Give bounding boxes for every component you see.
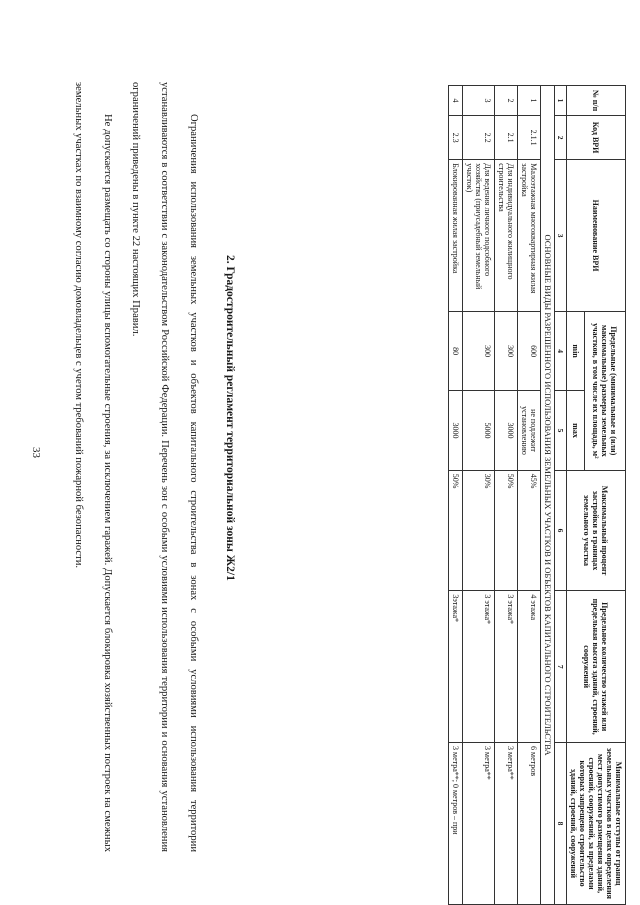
- paragraph-2-text: Ограничения использования земельных участков и объектов капитального строительства в зонах с особыми условиями использования территории устанавливаются в соответствии с законодательством Российской Федерации. Перечень зон с особыми условиями использования территории и основания установления ограничений приведены в пункте 22 настоящих Правил.: [130, 82, 199, 852]
- header-size: Предельные (минимальные и (или) максимальные) размеры земельных участков, в том числе их площадь, м²: [584, 311, 625, 470]
- paragraph-1: [64, 82, 122, 852]
- section-row: [541, 86, 555, 905]
- cell-percent: 30%: [463, 470, 495, 591]
- cell-percent: 50%: [495, 470, 518, 591]
- cell-name: Для индивидуального жилищного строительства: [495, 160, 518, 312]
- table-row: [495, 86, 518, 905]
- header-min: min: [567, 311, 585, 390]
- col-num: 3: [555, 160, 567, 312]
- col-num: 2: [555, 115, 567, 159]
- cell-min: 80: [449, 311, 463, 390]
- header-setback: Минимальные отступы от границ земельных участков в целях определения мест допустимого размещения зданий, строений, сооружений, за пределами которых запрещено строительство зданий, строений, сооружений: [567, 743, 626, 905]
- cell-percent: 50%: [449, 470, 463, 591]
- section-title: ОСНОВНЫЕ ВИДЫ РАЗРЕШЕННОГО ИСПОЛЬЗОВАНИЯ ЗЕМЕЛЬНЫХ УЧАСТКОВ И ОБЪЕКТОВ КАПИТАЛЬНОГО СТРОИТЕЛЬСТВА: [541, 86, 555, 905]
- col-num: 4: [555, 311, 567, 390]
- cell-code: 2.1: [495, 115, 518, 159]
- cell-name: Для ведения личного подсобного хозяйства (приусадебный земельный участок): [463, 160, 495, 312]
- table-row: [518, 86, 541, 905]
- cell-min: 600: [518, 311, 541, 390]
- table-row: [449, 86, 463, 905]
- cell-floors: 4 этажа: [518, 591, 541, 743]
- header-no: № п/п: [567, 86, 626, 116]
- cell-setback: 6 метров: [518, 743, 541, 905]
- cell-min: 300: [463, 311, 495, 390]
- cell-code: 2.2: [463, 115, 495, 159]
- cell-floors: 3 этажа*: [495, 591, 518, 743]
- paragraph-2: [121, 82, 208, 852]
- cell-no: 4: [449, 86, 463, 116]
- cell-code: 2.3: [449, 115, 463, 159]
- header-name: Наименование ВРИ: [567, 160, 626, 312]
- cell-max: не подлежит установлению: [518, 391, 541, 470]
- cell-code: 2.1.1: [518, 115, 541, 159]
- cell-no: 3: [463, 86, 495, 116]
- header-max: max: [567, 391, 585, 470]
- cell-setback: 3 метра**: [463, 743, 495, 905]
- cell-setback: 3 метра**: [495, 743, 518, 905]
- table-body: [449, 86, 541, 905]
- cell-floors: 3 этажа*: [463, 591, 495, 743]
- col-num: 5: [555, 391, 567, 470]
- table-row: [463, 86, 495, 905]
- cell-min: 300: [495, 311, 518, 390]
- cell-name: Блокированная жилая застройка: [449, 160, 463, 312]
- col-num: 8: [555, 743, 567, 905]
- col-num: 7: [555, 591, 567, 743]
- header-code: Код ВРИ: [567, 115, 626, 159]
- paragraph-1-text: Не допускается размещать со стороны улицы вспомогательные строения, за исключением гаражей. Допускается блокировка хозяйственных построек на смежных земельных участках по взаимному согласию домовладельцев с учетом требований пожарной безопасности.: [73, 82, 113, 852]
- cell-no: 2: [495, 86, 518, 116]
- cell-setback: 3 метра**; 0 метров – при: [449, 743, 463, 905]
- cell-no: 1: [518, 86, 541, 116]
- section-heading: 2. Градостроительный регламент территориальной зоны Ж2/1: [224, 255, 236, 581]
- cell-max: 5000: [463, 391, 495, 470]
- cell-percent: 45%: [518, 470, 541, 591]
- cell-floors: 3этажа*: [449, 591, 463, 743]
- header-floors: Предельное количество этажей или предельная высота зданий, строений, сооружений: [567, 591, 626, 743]
- col-num: 6: [555, 470, 567, 591]
- cell-max: 3000: [449, 391, 463, 470]
- cell-name: Малоэтажная многоквартирная жилая застройка: [518, 160, 541, 312]
- page-number: 33: [30, 447, 42, 458]
- col-num: 1: [555, 86, 567, 116]
- regulation-table: [448, 85, 626, 905]
- cell-max: 3000: [495, 391, 518, 470]
- column-number-row: [555, 86, 567, 905]
- header-percent: Максимальный процент застройки в границах земельного участка: [567, 470, 626, 591]
